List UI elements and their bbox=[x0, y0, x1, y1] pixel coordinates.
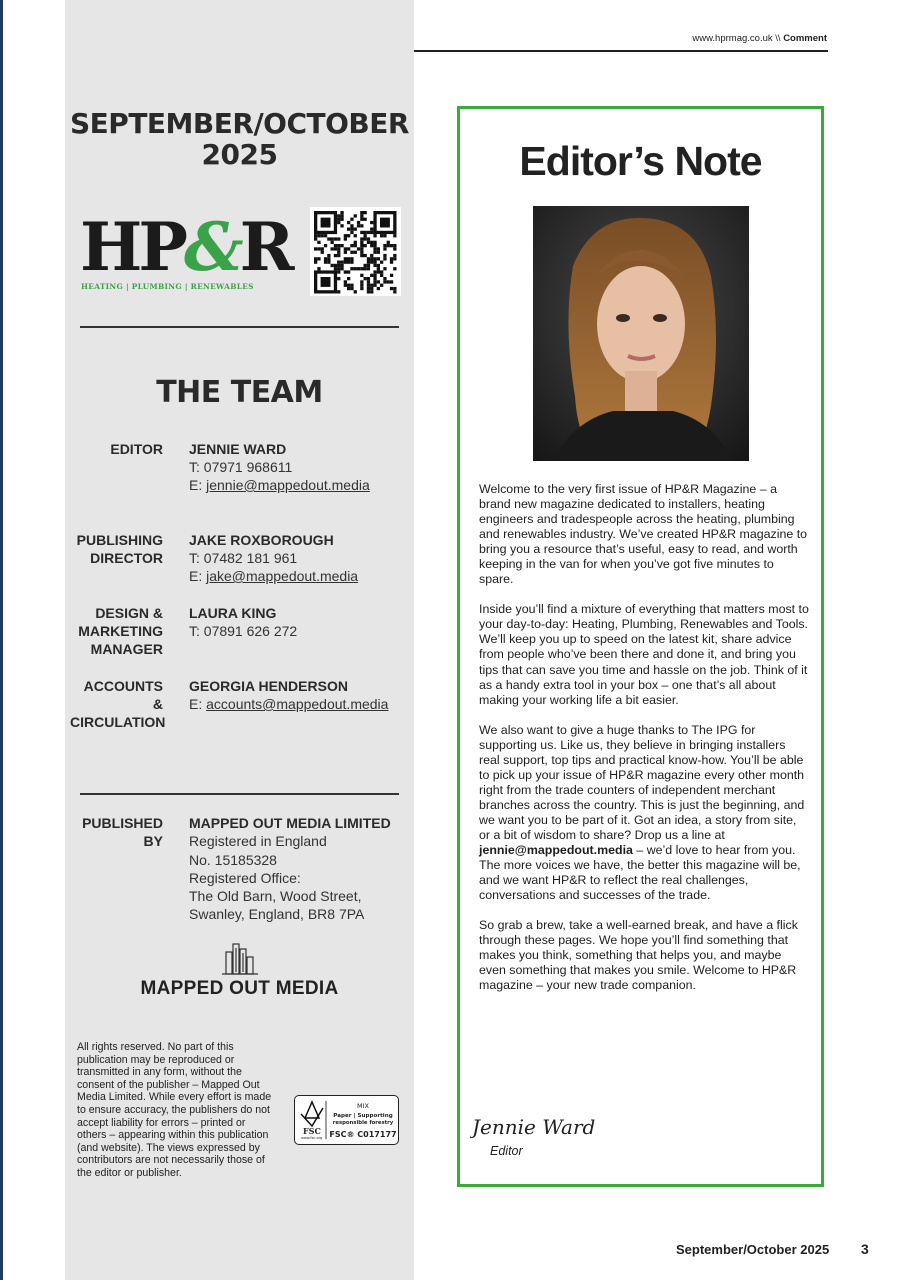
fsc-line2: responsible forestry bbox=[332, 1120, 394, 1126]
header-separator: \\ bbox=[775, 33, 781, 44]
publisher-info bbox=[189, 814, 419, 924]
article-paragraph bbox=[479, 918, 809, 993]
fsc-site: www.fsc.org bbox=[301, 1136, 323, 1140]
team-role bbox=[70, 531, 163, 567]
footer-issue-date: September/October 2025 bbox=[676, 1242, 830, 1257]
editor-note-title: Editor’s Note bbox=[519, 138, 762, 184]
email-prefix: E: bbox=[189, 477, 207, 493]
team-info bbox=[189, 604, 419, 640]
email-link[interactable]: accounts@mappedout.media bbox=[206, 696, 389, 712]
email-prefix: E: bbox=[189, 568, 207, 584]
team-role bbox=[70, 440, 163, 458]
header-rule bbox=[414, 50, 828, 52]
logo-hp: HP bbox=[80, 208, 184, 286]
role-line: BY bbox=[143, 833, 163, 850]
article-email-bold[interactable]: jennie@mappedout.media bbox=[479, 843, 633, 858]
fsc-code: FSC® C017177 bbox=[329, 1130, 397, 1139]
sidebar-divider-bottom bbox=[80, 793, 399, 795]
fsc-line1: Paper | Supporting bbox=[333, 1113, 393, 1119]
team-info bbox=[189, 531, 419, 585]
article-text: So grab a brew, take a well-earned break, and have a flick through these pages. We hope you’ll find something that makes you think, something that helps you, and maybe even something that makes you smile. Welcome to HP&R magazine – your new trade companion. bbox=[479, 918, 798, 993]
team-role bbox=[70, 604, 163, 658]
hpr-logo bbox=[80, 207, 295, 297]
team-member-name: JAKE ROXBOROUGH bbox=[189, 532, 334, 548]
logo-r: R bbox=[239, 208, 291, 286]
article-paragraph bbox=[479, 723, 809, 904]
article-text: Inside you’ll find a mixture of everything that matters most to your day-to-day: Heating, Plumbing, Renewables and Tools. We’ll keep you up to speed on the latest kit, share advice from people who’ve been there and done it, and bring you tips that can save you time and hassle on the job. Think of it as a handy extra tool in your box – one that’s all about making your working life a bit easier. bbox=[479, 602, 809, 707]
email-link[interactable]: jake@mappedout.media bbox=[206, 568, 359, 584]
team-member-name: JENNIE WARD bbox=[189, 441, 287, 457]
publisher-line: Swanley, England, BR8 7PA bbox=[189, 906, 365, 923]
issue-date-heading bbox=[65, 108, 414, 170]
team-member-email-row bbox=[189, 695, 419, 713]
rights-disclaimer: All rights reserved. No part of this publication may be reproduced or transmitted in any form, without the consent of the publisher – Mapped Out Media Limited. While every effort is made to ensure accuracy, the publishers do not accept liability for errors – printed or others – appearing within this publication (and website). The views expressed by contributors are not necessarily those of the editor or publisher. bbox=[77, 1041, 272, 1179]
hpr-logo-tagline: HEATING | PLUMBING | RENEWABLES bbox=[81, 282, 254, 291]
team-info bbox=[189, 677, 419, 713]
role-line: DESIGN & bbox=[95, 605, 163, 621]
publisher-name: MAPPED OUT MEDIA LIMITED bbox=[189, 815, 391, 831]
team-member-name: GEORGIA HENDERSON bbox=[189, 678, 348, 694]
page-number: 3 bbox=[861, 1241, 869, 1257]
hpr-logo-wordmark bbox=[80, 207, 290, 287]
team-member-phone: T: 07971 968611 bbox=[189, 459, 293, 475]
signature-text: Jennie Ward bbox=[472, 1115, 596, 1139]
email-link[interactable]: jennie@mappedout.media bbox=[206, 477, 370, 493]
role-line: PUBLISHING bbox=[76, 532, 163, 548]
role-line: PUBLISHED bbox=[82, 815, 163, 831]
company-logo-text: MAPPED OUT MEDIA bbox=[140, 978, 339, 999]
publisher-line: No. 15185328 bbox=[189, 851, 277, 868]
team-member-name: LAURA KING bbox=[189, 605, 277, 621]
article-text: – we’d love to hear from you. The more voices we have, the better this magazine will be, and we want HP&R to reflect the real challenges, conversations and successes of the trade. bbox=[479, 843, 801, 903]
fsc-brand: FSC bbox=[303, 1126, 321, 1136]
header-url bbox=[692, 33, 827, 44]
role-line: MARKETING bbox=[78, 623, 163, 639]
role-line: EDITOR bbox=[110, 441, 163, 457]
publisher-line: Registered Office: bbox=[189, 869, 301, 886]
article-paragraph bbox=[479, 482, 809, 587]
role-line: DIRECTOR bbox=[90, 550, 163, 566]
article-text: We also want to give a huge thanks to The IPG for supporting us. Like us, they believe in bringing installers real support, top tips and practical know-how. You’ll be able to pick up your issue of HP&R magazine every other month right from the trade counters of independent merchant branches across the country. This is just the beginning, and we want you to be part of it. Got an idea, a story from site, or a bit of wisdom to share? Drop us a line at bbox=[479, 722, 805, 842]
team-role bbox=[70, 677, 166, 731]
qr-code-icon[interactable] bbox=[310, 207, 401, 296]
signature-role: Editor bbox=[490, 1144, 523, 1158]
role-line: MANAGER bbox=[90, 641, 163, 657]
issue-date-line2: 2025 bbox=[201, 138, 278, 171]
article-text: Welcome to the very first issue of HP&R Magazine – a brand new magazine dedicated to installers, heating engineers and tradespeople across the heating, plumbing and renewables industry. We’ve created HP&R magazine to bring you a resource that’s useful, easy to read, and worth keeping in the van for when you’ve got five minutes to spare. bbox=[479, 482, 808, 587]
publisher-line: The Old Barn, Wood Street, bbox=[189, 888, 362, 905]
team-member-email-row bbox=[189, 476, 419, 494]
editor-portrait bbox=[533, 206, 749, 461]
sidebar-divider-top bbox=[80, 326, 399, 328]
role-line: ACCOUNTS & bbox=[83, 678, 163, 712]
logo-ampersand: & bbox=[184, 208, 240, 286]
role-line: CIRCULATION bbox=[70, 714, 166, 730]
section-name: Comment bbox=[783, 33, 827, 44]
publisher-line: Registered in England bbox=[189, 833, 327, 850]
site-url[interactable]: www.hprmag.co.uk bbox=[692, 33, 773, 44]
article-paragraph bbox=[479, 602, 809, 707]
team-info bbox=[189, 440, 419, 494]
team-heading: THE TEAM bbox=[156, 375, 323, 410]
email-prefix: E: bbox=[189, 696, 207, 712]
publisher-role bbox=[70, 814, 163, 851]
buildings-icon bbox=[65, 940, 414, 980]
page-edge-strip bbox=[0, 0, 3, 1280]
team-member-email-row bbox=[189, 567, 419, 585]
fsc-mix: MIX bbox=[357, 1102, 369, 1110]
team-member-phone: T: 07891 626 272 bbox=[189, 623, 298, 639]
editor-note-body bbox=[479, 482, 809, 1008]
fsc-badge bbox=[294, 1095, 399, 1145]
issue-date-line1: SEPTEMBER/OCTOBER bbox=[70, 107, 409, 140]
team-member-phone: T: 07482 181 961 bbox=[189, 550, 298, 566]
